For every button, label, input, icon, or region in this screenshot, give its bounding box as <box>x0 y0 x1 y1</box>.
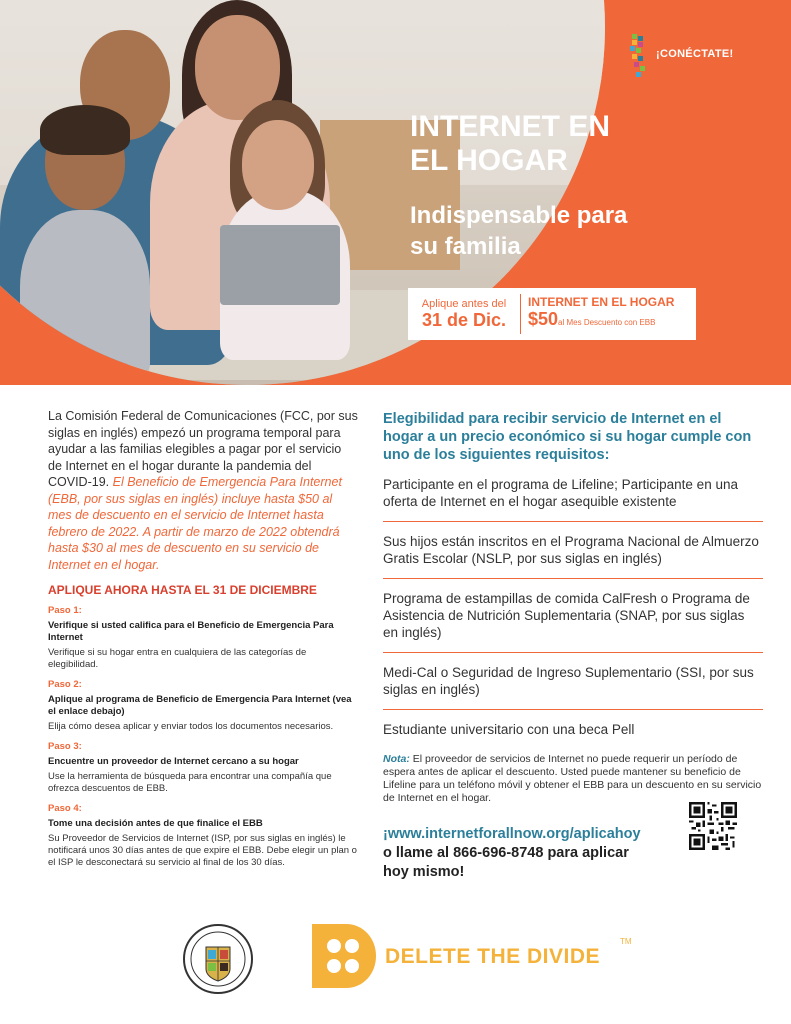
intro-text: La Comisión Federal de Comunicaciones (FCC, por sus siglas en inglés) empezó un programa temporal para ayudar a las familias elegibles a pagar por el servicio de Internet en el hogar durante la pandemia del COVID-19. <box>48 409 358 489</box>
page-title <box>410 110 610 178</box>
step-title: Tome una decisión antes de que finalice el EBB <box>48 818 263 829</box>
title-line-2: EL HOGAR <box>410 144 568 177</box>
step-description: Use la herramienta de búsqueda para encontrar una compañía que ofrezca descuentos de EBB. <box>48 771 332 794</box>
subtitle-line-1: Indispensable para <box>410 202 628 229</box>
promo-deadline <box>408 288 520 340</box>
delete-the-divide-wordmark: DELETE THE DIVIDE <box>385 945 601 968</box>
note-label: Nota: <box>383 753 410 765</box>
delete-the-divide-logo-icon <box>312 924 376 988</box>
note-paragraph <box>383 753 763 805</box>
step-label: Paso 3: <box>48 741 82 752</box>
county-seal-icon <box>182 923 254 995</box>
promo-price: $50 <box>528 309 559 329</box>
promo-program: INTERNET EN EL HOGAR <box>528 295 675 309</box>
promo-box <box>408 288 696 340</box>
left-column <box>48 408 358 869</box>
step-label: Paso 1: <box>48 605 82 616</box>
step-title: Aplique al programa de Beneficio de Emergencia Para Internet (vea el enlace debajo) <box>48 694 352 717</box>
eligibility-heading: Elegibilidad para recibir servicio de Internet en el hogar a un precio económico si su hogar cumple con uno de los siguientes requisitos: <box>383 411 752 463</box>
cta-end: hoy mismo! <box>383 864 465 880</box>
laptop-icon <box>220 225 340 305</box>
step-title: Encuentre un proveedor de Internet cercano a su hogar <box>48 756 299 767</box>
step-description: Verifique si su hogar entra en cualquiera de las categorías de elegibilidad. <box>48 647 307 670</box>
apply-now-heading: APLIQUE AHORA HASTA EL 31 DE DICIEMBRE <box>48 583 317 597</box>
title-line-1: INTERNET EN <box>410 110 611 143</box>
intro-italic-text: El Beneficio de Emergencia Para Internet (EBB, por sus siglas en inglés) incluye hasta $50 al mes de descuento en el servicio de Internet hasta febrero de 2022. A partir de marzo de 2022 obtendrá hasta $30 al mes de descuento en su servicio de Internet en el hogar. <box>48 475 342 572</box>
step-title: Verifique si usted califica para el Beneficio de Emergencia Para Internet <box>48 620 334 643</box>
step-2 <box>48 679 358 733</box>
call-to-action <box>383 825 673 882</box>
logo-text: ¡CONÉCTATE! <box>656 48 734 60</box>
phone-line: o llame al 866-696-8748 para aplicar <box>383 845 629 861</box>
qr-code-icon[interactable] <box>689 802 737 850</box>
promo-apply-before: Aplique antes del <box>421 298 507 310</box>
step-1 <box>48 605 358 671</box>
list-item: Sus hijos están inscritos en el Programa Nacional de Almuerzo Gratis Escolar (NSLP, por sus siglas en inglés) <box>383 533 763 579</box>
step-3 <box>48 741 358 795</box>
promo-divider <box>520 294 521 334</box>
list-item: Estudiante universitario con una beca Pell <box>383 722 635 737</box>
subtitle-line-2: su familia <box>410 233 521 260</box>
promo-price-note: al Mes Descuento con EBB <box>558 318 656 327</box>
step-4 <box>48 803 358 869</box>
conectate-logo <box>622 34 762 80</box>
trademark-mark: TM <box>620 937 632 946</box>
step-label: Paso 2: <box>48 679 82 690</box>
list-item: Medi-Cal o Seguridad de Ingreso Suplementario (SSI, por sus siglas en inglés) <box>383 664 763 710</box>
right-column <box>383 410 763 882</box>
step-description: Su Proveedor de Servicios de Internet (ISP, por sus siglas en inglés) le notificará unos 30 días antes de que expire el EBB. Debe elegir un plan o el ISP le desconectará su servicio al final de los 30 días. <box>48 833 357 868</box>
step-label: Paso 4: <box>48 803 82 814</box>
list-item: Participante en el programa de Lifeline; Participante en una oferta de Internet en el hogar asequible existente <box>383 476 763 522</box>
intro-paragraph <box>48 408 358 573</box>
requirements-list <box>383 476 763 749</box>
list-item: Programa de estampillas de comida CalFresh o Programa de Asistencia de Nutrición Suplementaria (SNAP, por sus siglas en inglés) <box>383 590 763 653</box>
hero-banner <box>0 0 791 385</box>
page-subtitle <box>410 200 627 262</box>
step-description: Elija cómo desea aplicar y enviar todos los documentos necesarios. <box>48 721 334 732</box>
apply-link[interactable]: ¡www.internetforallnow.org/aplicahoy <box>383 826 641 842</box>
pixel-ribbon-icon <box>628 34 650 78</box>
note-text: El proveedor de servicios de Internet no puede requerir un período de espera antes de aplicar el descuento. Usted puede mantener su beneficio de Lifeline para un teléfono móvil y obtener el EBB para un descuento en su servicio de Internet en el hogar. <box>383 753 762 804</box>
promo-offer <box>528 295 696 330</box>
promo-deadline-date: 31 de Dic. <box>421 310 507 330</box>
